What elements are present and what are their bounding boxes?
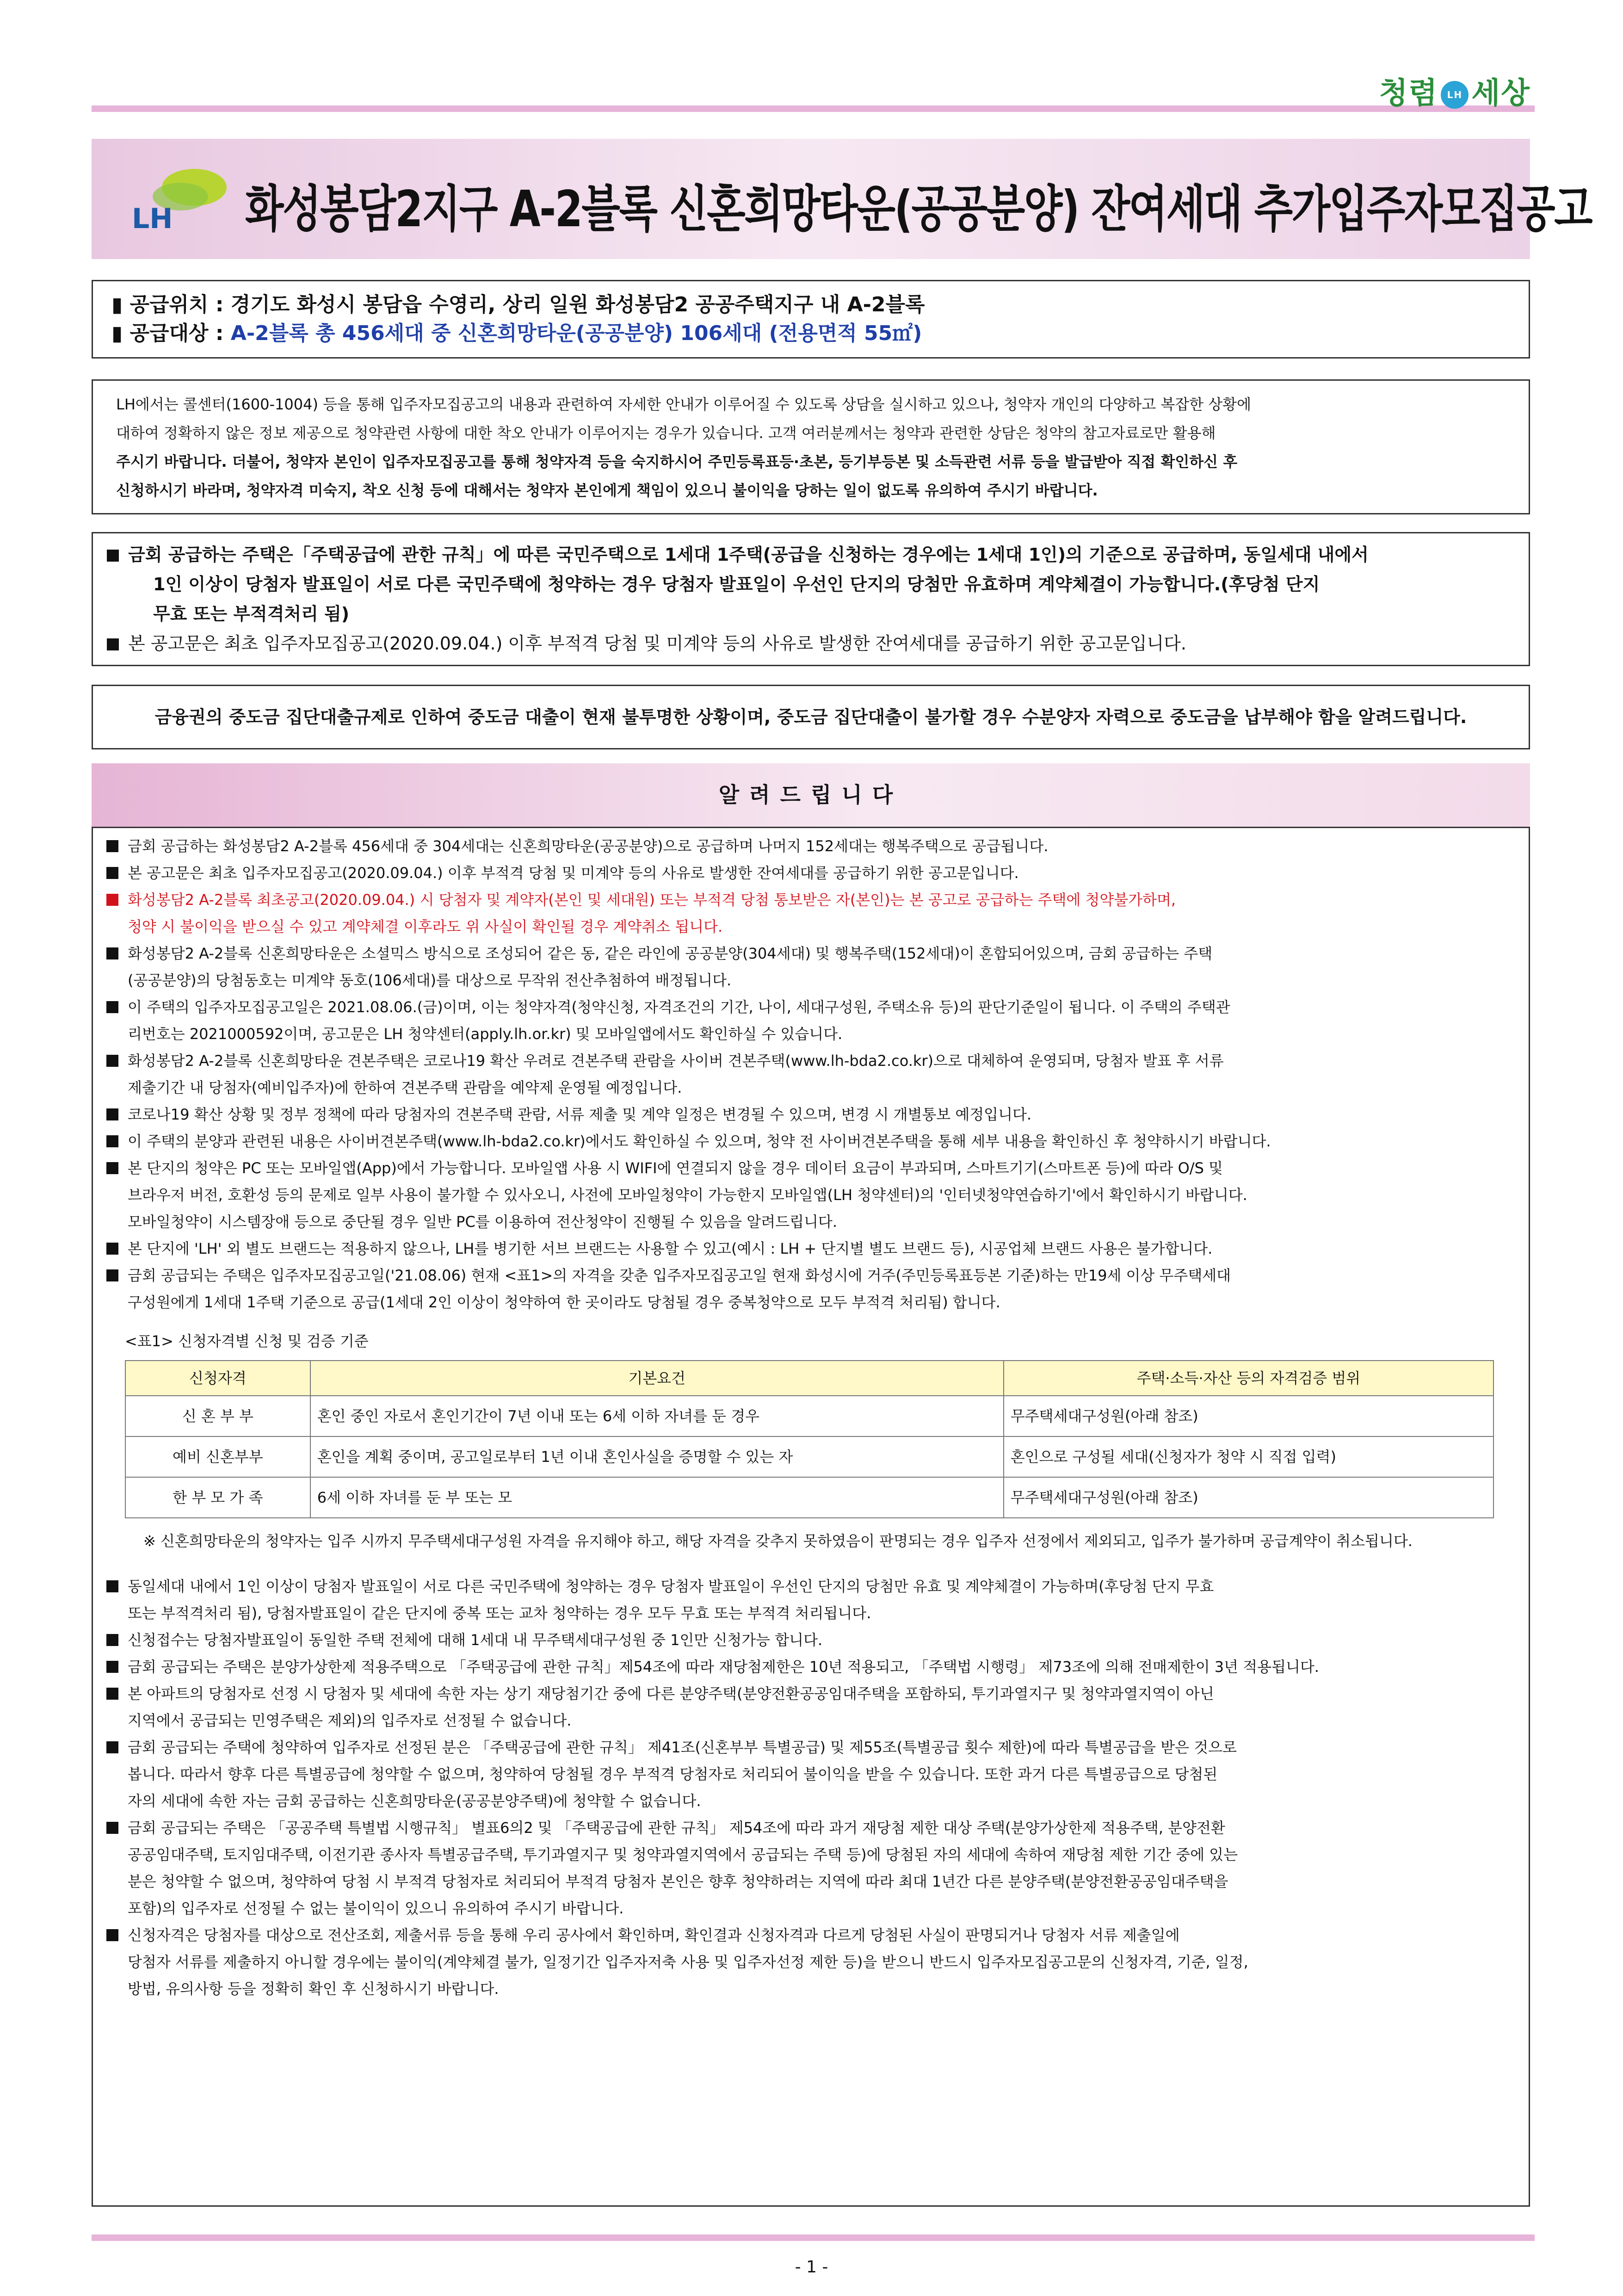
consultation-notice: LH에서는 콜센터(1600-1004) 등을 통해 입주자모집공고의 내용과 관련하여 자세한 안내가 이루어질 수 있도록 상담을 실시하고 있으나, 청약자 개인의 다양하고 복잡한 상황에 대하여 정확하지 않은 정보 제공으로 청약관련 사항에 대한 착오 안내가 이루어지는 경우가 있습니다. 고객 여러분께서는 청약과 관련한 상담은 청약의 참고자료로만 활용해 주시기 바랍니다. 더불어, 청약자 본인이 입주자모집공고를 통해 청약자격 등을 숙지하시어 주민등록표등·초본, 등기부등본 및 소득관련 서류 등을 발급받아 직접 확인하신 후 신청하시기 바라며, 청약자격 미숙지, 착오 신청 등에 대해서는 청약자 본인에게 책임이 있으니 불이익을 당하는 일이 없도록 유의하여 주시기 바랍니다. (92, 379, 1530, 514)
announcement-text: 금회 공급되는 주택은 「공공주택 특별법 시행규칙」 별표6의2 및 「주택공급에 관한 규칙」 제54조에 따라 과거 재당첨 제한 대상 주택(분양가상한제 적용주택, 분양전환 (128, 1819, 1225, 1837)
bullet-square-icon (106, 1580, 118, 1592)
announcement-item (106, 1922, 1512, 2002)
announcement-text: 화성봉담2 A-2블록 신혼희망타운은 소셜믹스 방식으로 조성되어 같은 동, 같은 라인에 공공분양(304세대) 및 행복주택(152세대)이 혼합되어있으며, 금회 공급하는 주택 (128, 945, 1213, 962)
announcement-item (106, 1128, 1512, 1155)
table-header: 주택·소득·자산 등의 자격검증 범위 (1004, 1361, 1493, 1396)
announcement-item (106, 940, 1512, 994)
announcement-text: 신청자격은 당첨자를 대상으로 전산조회, 제출서류 등을 통해 우리 공사에서 확인하며, 확인결과 신청자격과 다르게 당첨된 사실이 판명되거나 당첨자 서류 제출일에 (128, 1926, 1180, 1944)
table-cell: 혼인을 계획 중이며, 공고일로부터 1년 이내 혼인사실을 증명할 수 있는 자 (310, 1436, 1004, 1477)
announcement-text: 포함)의 입주자로 선정될 수 없는 불이익이 있으니 유의하여 주시기 바랍니다. (128, 1900, 624, 1917)
announcement-text: 화성봉담2 A-2블록 신혼희망타운 견본주택은 코로나19 확산 우려로 견본주택 관람을 사이버 견본주택(www.lh-bda2.co.kr)으로 대체하여 운영되며, 당첨자 발표 후 서류 (128, 1052, 1224, 1070)
announcement-item (106, 1734, 1512, 1814)
announcement-item (106, 1653, 1512, 1680)
table-row (125, 1396, 1493, 1436)
announcement-item (106, 1627, 1512, 1653)
table-row (125, 1477, 1493, 1518)
announcement-text: 제출기간 내 당첨자(예비입주자)에 한하여 견본주택 관람을 예약제 운영될 예정입니다. (128, 1079, 682, 1096)
announcement-text: 본 공고문은 최초 입주자모집공고(2020.09.04.) 이후 부적격 당첨 및 미계약 등의 사유로 발생한 잔여세대를 공급하기 위한 공고문입니다. (128, 864, 1019, 882)
announcement-item (106, 1262, 1512, 1316)
bullet-square-icon (106, 1688, 118, 1700)
announcement-text: 지역에서 공급되는 민영주택은 제외)의 입주자로 선정될 수 없습니다. (128, 1712, 572, 1729)
announcement-item (106, 833, 1512, 860)
announcement-text: 공공임대주택, 토지임대주택, 이전기관 종사자 특별공급주택, 투기과열지구 및 청약과열지역에서 공급되는 주택 등)에 당첨된 자의 세대에 속하여 재당첨 제한 기간 중에 있는 (128, 1846, 1238, 1863)
announcement-item (106, 1155, 1512, 1235)
bullet-square-icon (107, 550, 119, 562)
bullet-square-icon (106, 867, 118, 879)
page-number: - 1 - (795, 2258, 828, 2277)
table-cell: 혼인 중인 자로서 혼인기간이 7년 이내 또는 6세 이하 자녀를 둔 경우 (310, 1396, 1004, 1436)
bullet-square-icon (106, 1243, 118, 1255)
svg-text:LH: LH (132, 203, 173, 234)
table-row (125, 1436, 1493, 1477)
announcement-text: 금회 공급되는 주택은 분양가상한제 적용주택으로 「주택공급에 관한 규칙」제54조에 따라 재당첨제한은 10년 적용되고, 「주택법 시행령」 제73조에 의해 전매제한이 3년 적용됩니다. (128, 1658, 1319, 1676)
announcement-item (106, 1573, 1512, 1627)
bullet-square-icon (106, 1741, 118, 1753)
bullet-square-icon (106, 1269, 118, 1281)
announcement-text: 코로나19 확산 상황 및 정부 정책에 따라 당첨자의 견본주택 관람, 서류 제출 및 계약 일정은 변경될 수 있으며, 변경 시 개별통보 예정입니다. (128, 1106, 1032, 1123)
announcement-text: 브라우저 버전, 호환성 등의 문제로 일부 사용이 불가할 수 있사오니, 사전에 모바일청약이 가능한지 모바일앱(LH 청약센터)의 '인터넷청약연습하기'에서 확인하시기 바랍니다. (128, 1186, 1247, 1204)
announcement-item (106, 1047, 1512, 1101)
announcement-text: 금회 공급하는 화성봉담2 A-2블록 456세대 중 304세대는 신혼희망타운(공공분양)으로 공급하며 나머지 152세대는 행복주택으로 공급됩니다. (128, 837, 1049, 855)
announcement-text: 당첨자 서류를 제출하지 아니할 경우에는 불이익(계약체결 불가, 일정기간 입주자저축 사용 및 입주자선정 제한 등)을 받으니 반드시 입주자모집공고문의 신청자격, 기준, 일정, (128, 1953, 1248, 1971)
table-cell: 신 혼 부 부 (125, 1396, 310, 1436)
table-cell: 무주택세대구성원(아래 참조) (1004, 1477, 1493, 1518)
announcement-text: 또는 부적격처리 됨), 당첨자발표일이 같은 단지에 중복 또는 교차 청약하는 경우 모두 무효 또는 부적격 처리됩니다. (128, 1604, 871, 1622)
announcement-item (106, 1680, 1512, 1734)
lh-logo (125, 164, 231, 234)
announcement-item (106, 1235, 1512, 1262)
rule-item: 금회 공급하는 주택은「주택공급에 관한 규칙」에 따른 국민주택으로 1세대 1주택(공급을 신청하는 경우에는 1세대 1인)의 기준으로 공급하며, 동일세대 내에서 (107, 540, 1515, 569)
announcement-text: 모바일청약이 시스템장애 등으로 중단될 경우 일반 PC를 이용하여 전산청약이 진행될 수 있음을 알려드립니다. (128, 1213, 838, 1231)
announcement-text: 방법, 유의사항 등을 정확히 확인 후 신청하시기 바랍니다. (128, 1980, 499, 1998)
announcement-item (106, 886, 1512, 940)
bullet-square-icon (106, 1822, 118, 1834)
announcement-text: 본 단지에 'LH' 외 별도 브랜드는 적용하지 않으나, LH를 병기한 서브 브랜드는 사용할 수 있고(예시 : LH + 단지별 별도 브랜드 등), 시공업체 브랜드 사용은 불가합니다. (128, 1240, 1213, 1257)
announcement-text: 청약 시 불이익을 받으실 수 있고 계약체결 이후라도 위 사실이 확인될 경우 계약취소 됩니다. (128, 918, 723, 935)
announcement-text: 구성원에게 1세대 1주택 기준으로 공급(1세대 2인 이상이 청약하여 한 곳이라도 당첨될 경우 중복청약으로 모두 부적격 처리됨) 합니다. (128, 1293, 1000, 1311)
announcement-item (106, 860, 1512, 886)
bullet-square-icon (106, 947, 118, 959)
bullet-square-icon (106, 1661, 118, 1673)
bullet-square-icon (106, 1135, 118, 1147)
table-cell: 예비 신혼부부 (125, 1436, 310, 1477)
table-cell: 무주택세대구성원(아래 참조) (1004, 1396, 1493, 1436)
announcement-list (106, 833, 1512, 2002)
bullet-square-icon (106, 1055, 118, 1067)
announcement-text: 자의 세대에 속한 자는 금회 공급하는 신혼희망타운(공공분양주택)에 청약할 수 없습니다. (128, 1792, 701, 1810)
announcement-item (106, 1814, 1512, 1922)
page-title: 화성봉담2지구 A-2블록 신혼희망타운(공공분양) 잔여세대 추가입주자모집공고 (245, 180, 1592, 238)
top-divider (92, 105, 1535, 112)
announcement-text: 화성봉담2 A-2블록 최초공고(2020.09.04.) 시 당첨자 및 계약자(본인 및 세대원) 또는 부적격 당첨 통보받은 자(본인)는 본 공고로 공급하는 주택에 청약불가하며, (128, 891, 1176, 909)
bullet-square-icon (107, 638, 119, 650)
announcement-text: 봅니다. 따라서 향후 다른 특별공급에 청약할 수 없으며, 청약하여 당첨될 경우 부적격 당첨자로 처리되어 불이익을 받을 수 있습니다. 또한 과거 다른 특별공급으로 당첨된 (128, 1765, 1218, 1783)
announcement-text: 이 주택의 입주자모집공고일은 2021.08.06.(금)이며, 이는 청약자격(청약신청, 자격조건의 기간, 나이, 세대구성원, 주택소유 등)의 판단기준일이 됩니다. 이 주택의 주택관 (128, 998, 1230, 1016)
supply-location-row: ▮ 공급위치 : 경기도 화성시 봉담읍 수영리, 상리 일원 화성봉담2 공공주택지구 내 A-2블록 (111, 293, 925, 316)
bullet-square-icon (106, 1108, 118, 1120)
announcement-text: 본 아파트의 당첨자로 선정 시 당첨자 및 세대에 속한 자는 상기 재당첨기간 중에 다른 분양주택(분양전환공공임대주택을 포함하되, 투기과열지구 및 청약과열지역이 아닌 (128, 1685, 1214, 1702)
bullet-square-icon (106, 1162, 118, 1174)
announcement-text: 동일세대 내에서 1인 이상이 당첨자 발표일이 서로 다른 국민주택에 청약하는 경우 당첨자 발표일이 우선인 단지의 당첨만 유효 및 계약체결이 가능하며(후당첨 단지 무효 (128, 1578, 1214, 1595)
bullet-square-icon (106, 840, 118, 852)
integrity-brand-logo: 청렴 LH 세상 (1379, 76, 1530, 111)
bullet-square-icon (106, 894, 118, 906)
announcement-text: 금회 공급되는 주택은 입주자모집공고일('21.08.06) 현재 <표1>의 자격을 갖춘 입주자모집공고일 현재 화성시에 거주(주민등록표등본 기준)하는 만19세 이상 무주택세대 (128, 1267, 1231, 1284)
bottom-divider (92, 2234, 1535, 2241)
announcement-text: 금회 공급되는 주택에 청약하여 입주자로 선정된 분은 「주택공급에 관한 규칙」 제41조(신혼부부 특별공급) 및 제55조(특별공급 횟수 제한)에 따라 특별공급을 받은 것으로 (128, 1739, 1237, 1756)
bullet-square-icon (106, 1634, 118, 1646)
finance-notice: 금융권의 중도금 집단대출규제로 인하여 중도금 대출이 현재 불투명한 상황이며, 중도금 집단대출이 불가할 경우 수분양자 자력으로 중도금을 납부해야 함을 알려드립니다. (92, 685, 1530, 749)
announcement-text: 분은 청약할 수 없으며, 청약하여 당첨 시 부적격 당첨자로 처리되어 부적격 당첨자 본인은 향후 청약하려는 지역에 따라 최대 1년간 다른 분양주택(분양전환공공임대주택을 (128, 1873, 1228, 1890)
table-cell: 한 부 모 가 족 (125, 1477, 310, 1518)
announcement-text: 신청접수는 당첨자발표일이 동일한 주택 전체에 대해 1세대 내 무주택세대구성원 중 1인만 신청가능 합니다. (128, 1631, 823, 1649)
bullet-square-icon (106, 1001, 118, 1013)
announcement-item (106, 994, 1512, 1047)
supply-target-row: ▮ 공급대상 : A-2블록 총 456세대 중 신혼희망타운(공공분양) 106세대 (전용면적 55㎡) (111, 322, 922, 345)
table-caption: <표1> 신청자격별 신청 및 검증 기준 (125, 1332, 369, 1350)
rule-item: 본 공고문은 최초 입주자모집공고(2020.09.04.) 이후 부적격 당첨 및 미계약 등의 사유로 발생한 잔여세대를 공급하기 위한 공고문입니다. (107, 629, 1515, 658)
announcement-text: 이 주택의 분양과 관련된 내용은 사이버견본주택(www.lh-bda2.co.kr)에서도 확인하실 수 있으며, 청약 전 사이버견본주택을 통해 세부 내용을 확인하신 후 청약하시기 바랍니다. (128, 1133, 1271, 1150)
bullet-square-icon (106, 1929, 118, 1941)
supply-info-box (92, 280, 1530, 359)
table-footnote: ※ 신혼희망타운의 청약자는 입주 시까지 무주택세대구성원 자격을 유지해야 하고, 해당 자격을 갖추지 못하였음이 판명되는 경우 입주자 선정에서 제외되고, 입주가 불가하며 공급계약이 취소됩니다. (143, 1532, 1413, 1550)
announcement-item (106, 1101, 1512, 1128)
announcement-text: (공공분양)의 당첨동호는 미계약 동호(106세대)를 대상으로 무작위 전산추첨하여 배정됩니다. (128, 972, 732, 989)
qualification-table (125, 1360, 1494, 1518)
table-cell: 6세 이하 자녀를 둔 부 또는 모 (310, 1477, 1004, 1518)
announcement-heading: 알려드립니다 (92, 763, 1530, 828)
table-header: 기본요건 (310, 1361, 1004, 1396)
announcement-text: 본 단지의 청약은 PC 또는 모바일앱(App)에서 가능합니다. 모바일앱 사용 시 WIFI에 연결되지 않을 경우 데이터 요금이 부과되며, 스마트기기(스마트폰 등)에 따라 O/S 및 (128, 1159, 1223, 1177)
announcement-text: 리번호는 2021000592이며, 공고문은 LH 청약센터(apply.lh.or.kr) 및 모바일앱에서도 확인하실 수 있습니다. (128, 1025, 843, 1043)
table-cell: 혼인으로 구성될 세대(신청자가 청약 시 직접 입력) (1004, 1436, 1493, 1477)
table-header: 신청자격 (125, 1361, 310, 1396)
supply-rules-box: 금회 공급하는 주택은「주택공급에 관한 규칙」에 따른 국민주택으로 1세대 1주택(공급을 신청하는 경우에는 1세대 1인)의 기준으로 공급하며, 동일세대 내에서 1인 이상이 당첨자 발표일이 서로 다른 국민주택에 청약하는 경우 당첨자 발표일이 우선인 단지의 당첨만 유효하며 계약체결이 가능합니다.(후당첨 단지 무효 또는 부적격처리 됨) 본 공고문은 최초 입주자모집공고(2020.09.04.) 이후 부적격 당첨 및 미계약 등의 사유로 발생한 잔여세대를 공급하기 위한 공고문입니다. (92, 532, 1530, 666)
